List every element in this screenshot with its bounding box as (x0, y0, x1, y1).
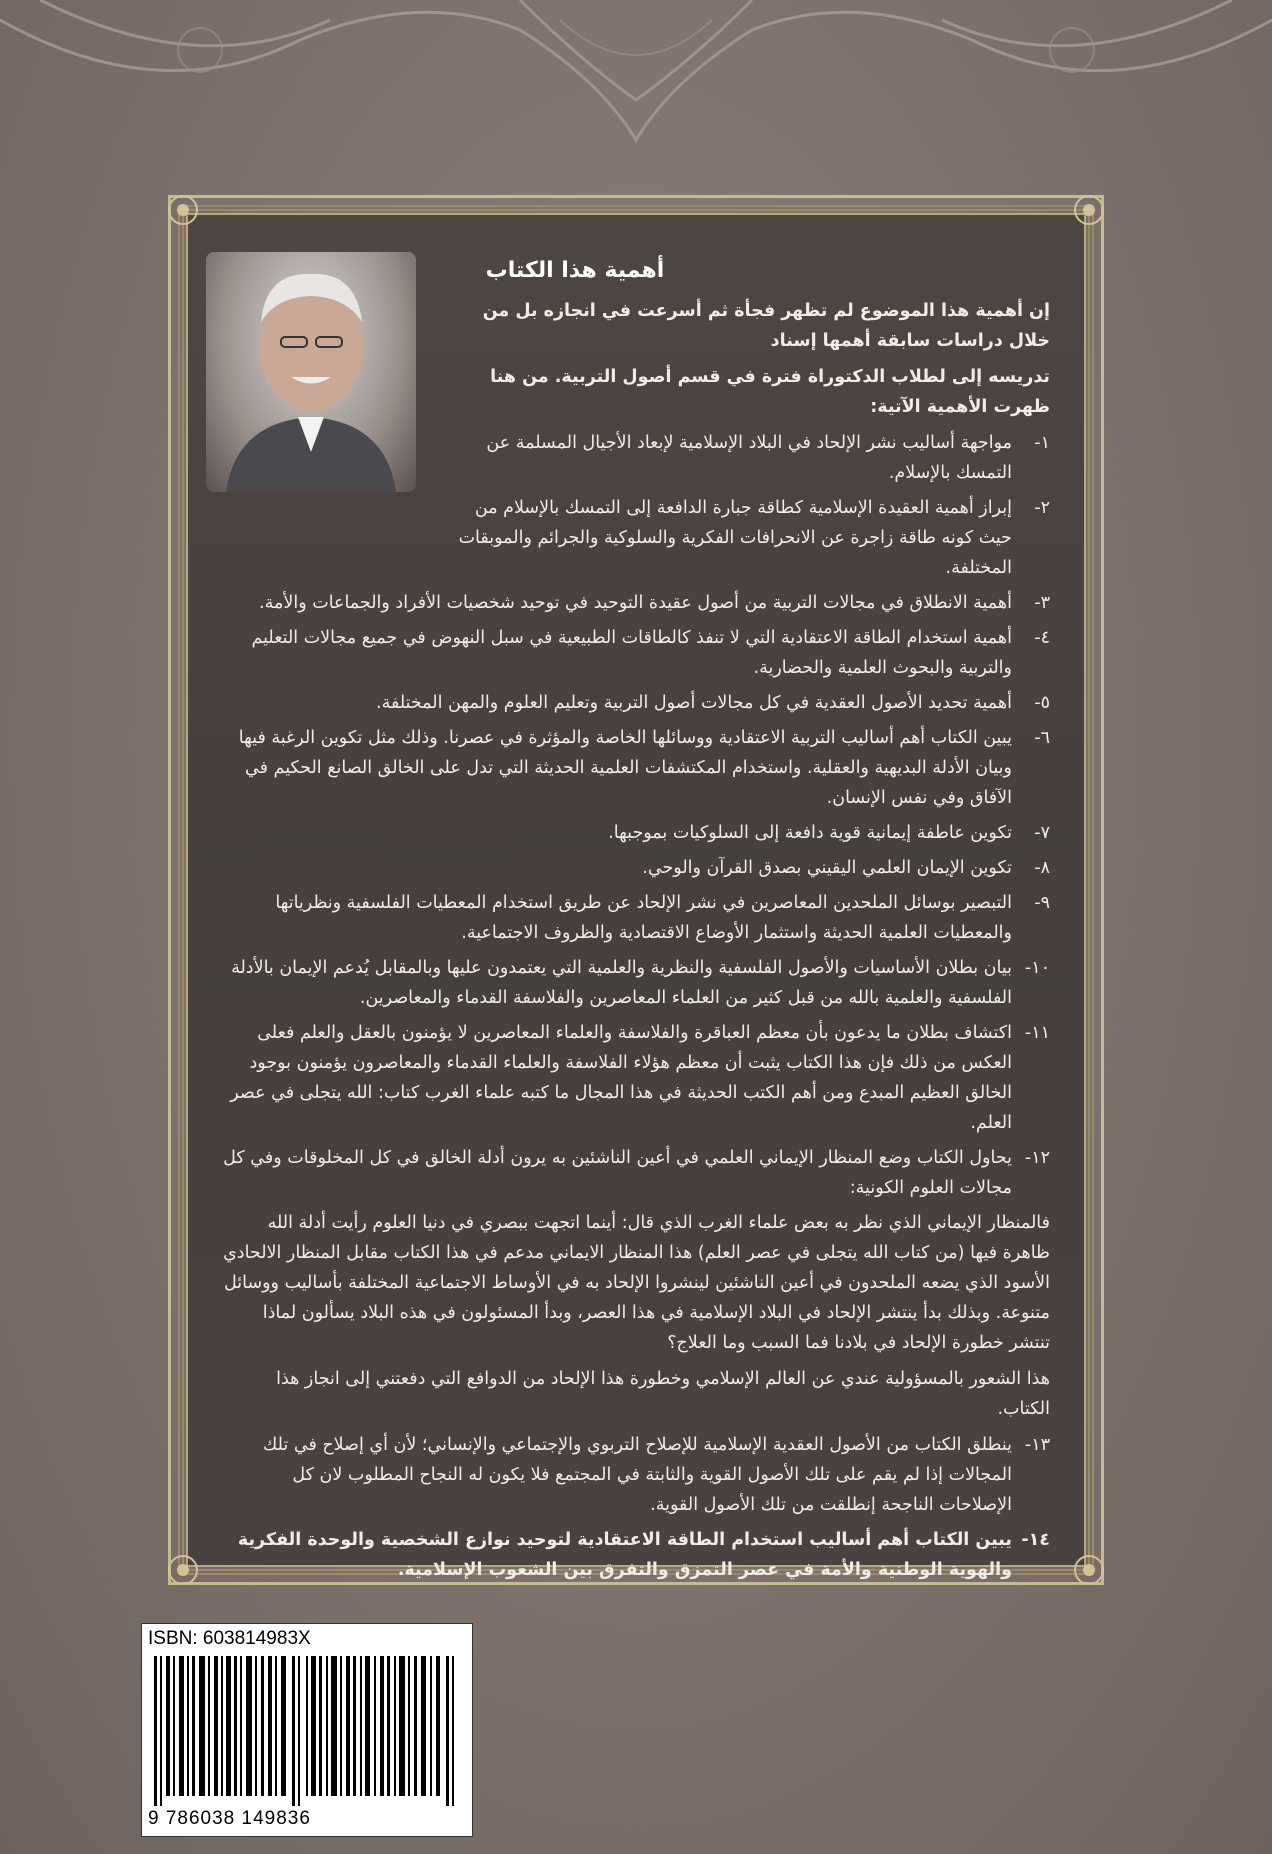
item-text: أهمية تحديد الأصول العقدية في كل مجالات أصول التربية وتعليم العلوم والمهن المختلفة. (376, 693, 1012, 713)
item-number: ١٣- (1024, 1435, 1050, 1455)
body-paragraph: هذا الشعور بالمسؤولية عندي عن العالم الإسلامي وخطورة هذا الإلحاد من الدوافع التي دفعتني إلى انجاز هذا الكتاب. (276, 1369, 1050, 1419)
item-text: تكوين الإيمان العلمي اليقيني بصدق القرآن والوحي. (642, 858, 1012, 878)
item-text: إبراز أهمية العقيدة الإسلامية كطاقة جبارة الدافعة إلى التمسك بالإسلام من حيث كونه طاقة زاجرة عن الانحرافات الفكرية والسلوكية والجرائم والموبقات المختلفة. (458, 498, 1012, 578)
item-text: مواجهة أساليب نشر الإلحاد في البلاد الإسلامية لإبعاد الأجيال المسلمة عن التمسك بالإسلام. (486, 433, 1012, 483)
item-number: ٢- (1034, 498, 1050, 518)
item-text: بيان بطلان الأساسيات والأصول الفلسفية والنظرية والعلمية التي يعتمدون عليها وبالمقابل يُدعم الإيمان بالأدلة الفلسفية والعلمية بالله من قبل كثير من العلماء المعاصرين والفلاسفة القدماء والمعاصرين. (231, 958, 1012, 1008)
item-text: يبين الكتاب أهم أساليب استخدام الطاقة الاعتقادية لتوحيد نوازع الشخصية والوحدة الفكرية والهوية الوطنية والأمة في عصر التمزق والتفرق بين الشعوب الإسلامية. (237, 1530, 1012, 1580)
corner-ornament-icon (163, 1550, 203, 1590)
item-number: ١- (1034, 433, 1050, 453)
item-number: ١٠- (1024, 958, 1050, 978)
intro-line: إن أهمية هذا الموضوع لم تظهر فجأة ثم أسرعت في انجازه بل من خلال دراسات سابقة أهمها إسناد (482, 301, 1050, 351)
importance-list-continued (220, 1430, 1050, 1585)
item-number: ١٤- (1021, 1530, 1050, 1550)
item-number: ٥- (1034, 693, 1050, 713)
section-title: أهمية هذا الكتاب (485, 258, 665, 283)
item-number: ١٢- (1024, 1148, 1050, 1168)
item-number: ١١- (1024, 1023, 1050, 1043)
item-number: ٧- (1034, 823, 1050, 843)
item-number: ٣- (1034, 593, 1050, 613)
corner-ornament-icon (1069, 190, 1109, 230)
barcode-digits: 9 786038 149836 (148, 1808, 311, 1829)
list-item (220, 623, 1050, 683)
importance-list (220, 428, 1050, 1203)
item-text: أهمية الانطلاق في مجالات التربية من أصول عقيدة التوحيد في توحيد شخصيات الأفراد والجماعات والأمة. (259, 593, 1012, 613)
item-text: التبصير بوسائل الملحدين المعاصرين في نشر الإلحاد عن طريق استخدام المعطيات الفلسفية ونظرياتها والمعطيات العلمية الحديثة واستثمار الأوضاع الاقتصادية والظروف الاجتماعية. (275, 893, 1012, 943)
list-item (220, 1430, 1050, 1520)
item-number: ٦- (1034, 728, 1050, 748)
list-item (220, 588, 1050, 618)
list-item (220, 428, 1050, 488)
list-item (220, 1018, 1050, 1138)
isbn-label: ISBN: 603814983X (148, 1628, 311, 1649)
item-text: يبين الكتاب أهم أساليب التربية الاعتقادية ووسائلها الخاصة والمؤثرة في عصرنا. وذلك مثل تكوين الرغبة فيها وبيان الأدلة البديهية والعقلية. واستخدام المكتشفات العلمية الحديثة التي تدل على الخالق الصانع الحكيم في الآفاق وفي نفس الإنسان. (238, 728, 1012, 808)
list-item (220, 1525, 1050, 1585)
list-item (220, 818, 1050, 848)
corner-ornament-icon (163, 190, 203, 230)
top-ornament (0, 0, 1272, 150)
list-item (220, 953, 1050, 1013)
book-importance-section (220, 250, 1050, 1580)
list-item (220, 688, 1050, 718)
item-number: ٨- (1034, 858, 1050, 878)
list-item (220, 1143, 1050, 1203)
barcode-bars (150, 1656, 464, 1806)
list-item (220, 493, 1050, 583)
item-text: تكوين عاطفة إيمانية قوية دافعة إلى السلوكيات بموجبها. (608, 823, 1012, 843)
item-text: أهمية استخدام الطاقة الاعتقادية التي لا تنفذ كالطاقات الطبيعية في سبل النهوض في جميع مجالات التعليم والتربية والبحوث العلمية والحضارية. (251, 628, 1012, 678)
body-paragraph: فالمنظار الإيماني الذي نظر به بعض علماء الغرب الذي قال: أينما اتجهت ببصري في دنيا العلوم رأيت أدلة الله ظاهرة فيها (من كتاب الله يتجلى في عصر العلم) هذا المنظار الايماني مدعم في هذا الكتاب مقابل المنظار الالحادي الأسود الذي يضعه الملحدون في أعين الناشئين لينشروا الإلحاد به في الأوساط الاجتماعية المختلفة بأساليب ووسائل متنوعة. وبذلك بدأ ينتشر الإلحاد في البلاد الإسلامية في هذا العصر، وبدأ المسئولون في هذه البلاد يسألون لماذا تنتشر خطورة الإلحاد في بلادنا فما السبب وما العلاج؟ (223, 1213, 1050, 1353)
item-number: ٤- (1034, 628, 1050, 648)
list-item (220, 888, 1050, 948)
list-item (220, 853, 1050, 883)
item-number: ٩- (1034, 893, 1050, 913)
isbn-barcode (141, 1623, 473, 1837)
item-text: اكتشاف بطلان ما يدعون بأن معظم العباقرة والفلاسفة والعلماء المعاصرين لا يؤمنون بالعقل والعلم فعلى العكس من ذلك فإن هذا الكتاب يثبت أن معظم هؤلاء الفلاسفة والعلماء القدماء والمعاصرون يؤمنون بوجود الخالق العظيم المبدع ومن أهم الكتب الحديثة في هذا المجال ما كتبه علماء الغرب كتاب: الله يتجلى في عصر العلم. (230, 1023, 1012, 1133)
item-text: ينطلق الكتاب من الأصول العقدية الإسلامية للإصلاح التربوي والإجتماعي والإنساني؛ لأن أي إصلاح في تلك المجالات إذا لم يقم على تلك الأصول القوية والثابتة في المجتمع فلا يكون له النجاح المطلوب لان كل الإصلاحات الناجحة إنطلقت من تلك الأصول القوية. (262, 1435, 1012, 1515)
intro-line: تدريسه إلى لطلاب الدكتوراة فترة في قسم أصول التربية. من هنا ظهرت الأهمية الآتية: (490, 367, 1050, 417)
item-text: يحاول الكتاب وضع المنظار الإيماني العلمي في أعين الناشئين به يرون أدلة الخالق في كل المخلوقات وفي كل مجالات العلوم الكونية: (223, 1148, 1012, 1198)
list-item (220, 723, 1050, 813)
corner-ornament-icon (1069, 1550, 1109, 1590)
